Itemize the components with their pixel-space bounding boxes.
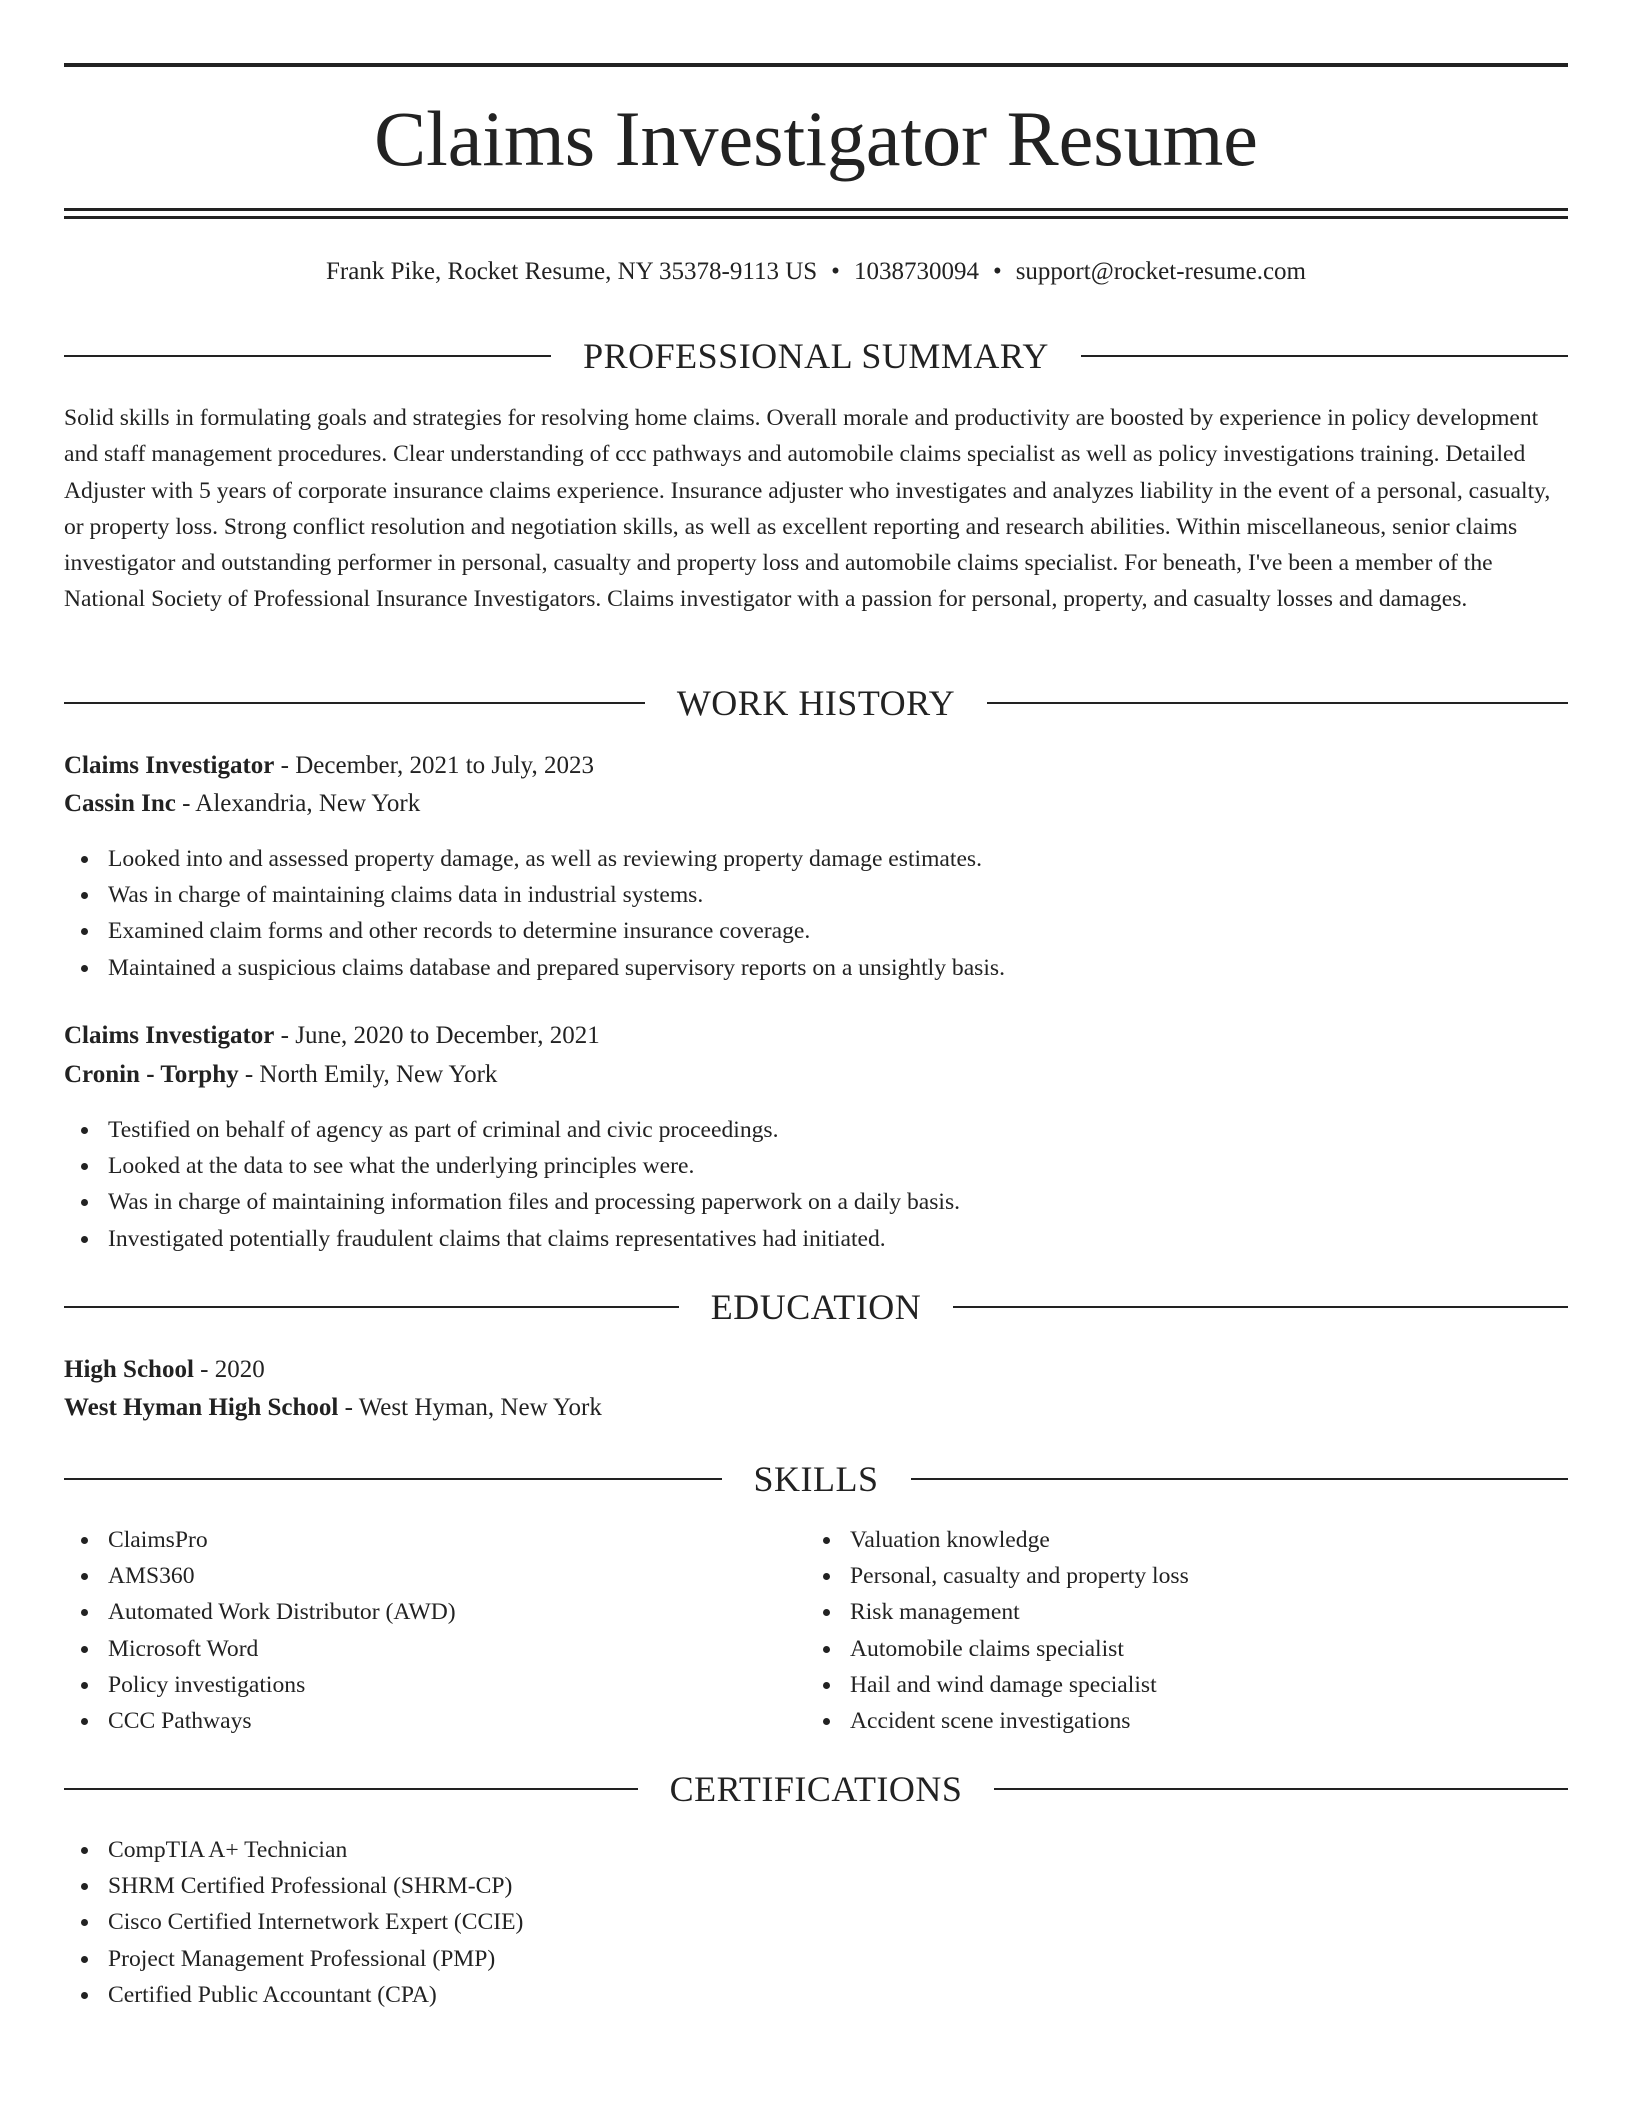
section-rule — [64, 1306, 679, 1308]
list-item: SHRM Certified Professional (SHRM-CP) — [64, 1868, 523, 1904]
job-duties-list — [64, 1112, 960, 1257]
section-rule — [64, 702, 645, 704]
section-rule — [953, 1306, 1568, 1308]
list-item: Automobile claims specialist — [806, 1631, 1189, 1667]
section-header-skills — [64, 1457, 1568, 1501]
contact-separator: • — [992, 258, 1002, 285]
section-rule — [911, 1478, 1569, 1480]
job-company: Cronin - Torphy — [64, 1061, 239, 1088]
job-dates: - June, 2020 to December, 2021 — [274, 1022, 600, 1049]
job-title-line — [64, 749, 594, 783]
list-item: Microsoft Word — [64, 1631, 456, 1667]
list-item: CCC Pathways — [64, 1703, 456, 1739]
resume-title: Claims Investigator Resume — [374, 95, 1258, 182]
title-rule-lower — [64, 216, 1568, 219]
section-rule — [1081, 355, 1568, 357]
skills-list-left — [64, 1522, 456, 1739]
list-item: Certified Public Accountant (CPA) — [64, 1977, 523, 2013]
job-company-line — [64, 1058, 497, 1092]
list-item: AMS360 — [64, 1558, 456, 1594]
section-title: WORK HISTORY — [676, 683, 956, 723]
education-degree: High School — [64, 1356, 194, 1383]
job-title: Claims Investigator — [64, 752, 275, 779]
job-duties-list — [64, 841, 1005, 986]
section-title: PROFESSIONAL SUMMARY — [583, 336, 1049, 376]
job-company: Cassin Inc — [64, 790, 176, 817]
section-rule — [987, 702, 1568, 704]
list-item: Risk management — [806, 1594, 1189, 1630]
contact-separator: • — [831, 258, 840, 285]
list-item: Policy investigations — [64, 1667, 456, 1703]
contact-line — [64, 255, 1568, 289]
section-rule — [64, 355, 551, 357]
section-title: SKILLS — [753, 1459, 879, 1499]
list-item: Automated Work Distributor (AWD) — [64, 1594, 456, 1630]
contact-phone: 1038730094 — [853, 258, 979, 285]
list-item: Looked at the data to see what the underlying principles were. — [64, 1148, 960, 1184]
section-title: CERTIFICATIONS — [669, 1769, 963, 1809]
top-rule — [64, 63, 1568, 67]
contact-address: Frank Pike, Rocket Resume, NY 35378-9113 US — [326, 258, 818, 285]
list-item: Cisco Certified Internetwork Expert (CCIE) — [64, 1904, 523, 1940]
title-rule-upper — [64, 208, 1568, 211]
job-title-line — [64, 1019, 600, 1053]
list-item: Examined claim forms and other records to determine insurance coverage. — [64, 913, 1005, 949]
job-dates: - December, 2021 to July, 2023 — [274, 752, 594, 779]
section-header-certifications — [64, 1767, 1568, 1811]
list-item: Maintained a suspicious claims database and prepared supervisory reports on a unsightly basis. — [64, 950, 1005, 986]
section-header-work — [64, 681, 1568, 725]
job-title: Claims Investigator — [64, 1022, 275, 1049]
list-item: Was in charge of maintaining claims data in industrial systems. — [64, 877, 1005, 913]
job-company-line — [64, 787, 420, 821]
education-year: - 2020 — [193, 1356, 265, 1383]
skills-list-right — [806, 1522, 1189, 1739]
section-title: EDUCATION — [710, 1287, 922, 1327]
list-item: CompTIA A+ Technician — [64, 1832, 523, 1868]
list-item: Looked into and assessed property damage, as well as reviewing property damage estimates. — [64, 841, 1005, 877]
summary-text: Solid skills in formulating goals and strategies for resolving home claims. Overall morale and productivity are boosted by experience in policy development and staff management procedures. Clear understanding of ccc pathways and automobile claims specialist as well as policy investigations training. Detailed Adjuster with 5 years of corporate insurance claims experience. Insurance adjuster who investigates and analyzes liability in the event of a personal, casualty, or property loss. Strong conflict resolution and negotiation skills, as well as excellent reporting and research abilities. Within miscellaneous, senior claims investigator and outstanding performer in personal, casualty and property loss and automobile claims specialist. For beneath, I've been a member of the National Society of Professional Insurance Investigators. Claims investigator with a passion for personal, property, and casualty losses and damages. — [64, 405, 1551, 613]
job-location: - Alexandria, New York — [175, 790, 421, 817]
section-rule — [64, 1478, 722, 1480]
list-item: Project Management Professional (PMP) — [64, 1941, 523, 1977]
section-header-summary — [64, 334, 1568, 378]
list-item: ClaimsPro — [64, 1522, 456, 1558]
education-location: - West Hyman, New York — [338, 1394, 602, 1421]
education-degree-line — [64, 1353, 265, 1387]
certifications-list — [64, 1832, 523, 2013]
list-item: Was in charge of maintaining information files and processing paperwork on a daily basis. — [64, 1184, 960, 1220]
section-header-education — [64, 1285, 1568, 1329]
list-item: Testified on behalf of agency as part of criminal and civic proceedings. — [64, 1112, 960, 1148]
list-item: Valuation knowledge — [806, 1522, 1189, 1558]
list-item: Accident scene investigations — [806, 1703, 1189, 1739]
job-location: - North Emily, New York — [238, 1061, 498, 1088]
list-item: Personal, casualty and property loss — [806, 1558, 1189, 1594]
contact-email: support@rocket-resume.com — [1015, 258, 1306, 285]
list-item: Hail and wind damage specialist — [806, 1667, 1189, 1703]
section-rule — [994, 1788, 1568, 1790]
list-item: Investigated potentially fraudulent claims that claims representatives had initiated. — [64, 1221, 960, 1257]
education-school-line — [64, 1391, 602, 1425]
section-rule — [64, 1788, 638, 1790]
education-school: West Hyman High School — [64, 1394, 339, 1421]
